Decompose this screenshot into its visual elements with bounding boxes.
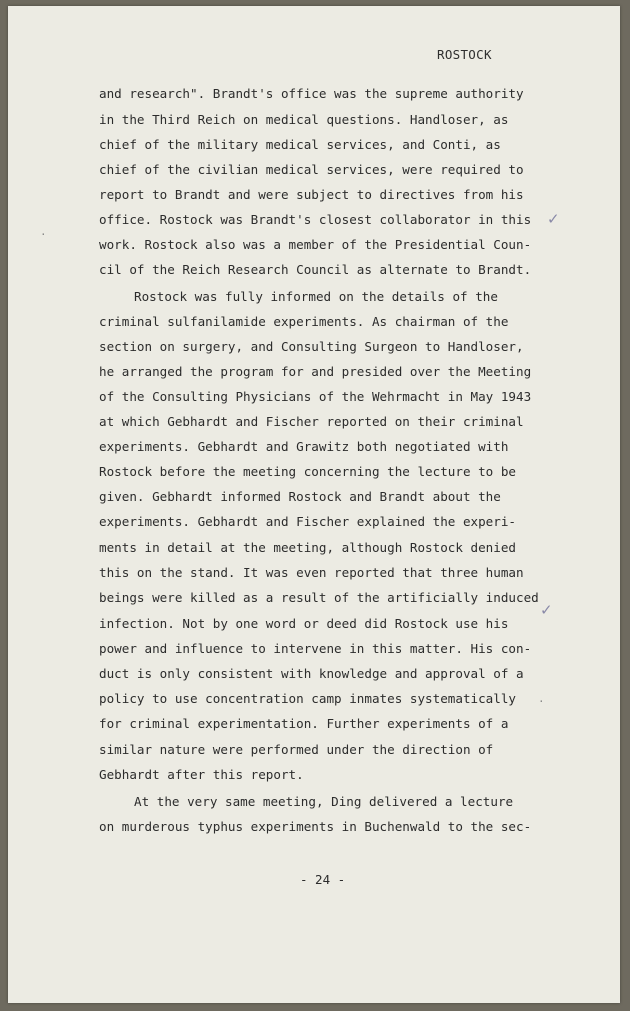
- text-line: policy to use concentration camp inmates systematically: [99, 691, 517, 706]
- text-line: Rostock was fully informed on the details of the: [134, 289, 498, 304]
- text-line: Gebhardt after this report.: [99, 767, 304, 782]
- text-line: power and influence to intervene in this matter. His con-: [99, 641, 532, 656]
- text-line: beings were killed as a result of the artificially induced: [99, 590, 539, 605]
- text-line: in the Third Reich on medical questions. Handloser, as: [99, 112, 509, 127]
- text-line: criminal sulfanilamide experiments. As chairman of the: [99, 314, 509, 329]
- text-line: section on surgery, and Consulting Surgeon to Handloser,: [99, 339, 524, 354]
- pencil-mark-icon: ·: [538, 695, 545, 708]
- text-line: cil of the Reich Research Council as alternate to Brandt.: [99, 262, 532, 277]
- text-line: office. Rostock was Brandt's closest collaborator in this: [99, 212, 532, 227]
- pencil-checkmark-icon: ✓: [547, 210, 560, 228]
- text-line: report to Brandt and were subject to directives from his: [99, 187, 524, 202]
- text-line: infection. Not by one word or deed did Rostock use his: [99, 616, 509, 631]
- text-line: chief of the civilian medical services, were required to: [99, 162, 524, 177]
- text-line: work. Rostock also was a member of the Presidential Coun-: [99, 237, 532, 252]
- text-line: of the Consulting Physicians of the Wehrmacht in May 1943: [99, 389, 532, 404]
- text-line: experiments. Gebhardt and Fischer explained the experi-: [99, 514, 517, 529]
- text-line: given. Gebhardt informed Rostock and Brandt about the: [99, 489, 501, 504]
- text-line: and research". Brandt's office was the supreme authority: [99, 86, 524, 101]
- text-line: Rostock before the meeting concerning the lecture to be: [99, 464, 517, 479]
- text-line: at which Gebhardt and Fischer reported on their criminal: [99, 414, 524, 429]
- text-line: similar nature were performed under the direction of: [99, 742, 494, 757]
- running-header: ROSTOCK: [437, 47, 492, 62]
- pencil-mark-icon: ·: [40, 228, 47, 241]
- text-line: on murderous typhus experiments in Buchenwald to the sec-: [99, 819, 532, 834]
- text-line: chief of the military medical services, and Conti, as: [99, 137, 501, 152]
- text-line: At the very same meeting, Ding delivered a lecture: [134, 794, 514, 809]
- text-line: he arranged the program for and presided over the Meeting: [99, 364, 532, 379]
- page-number: - 24 -: [300, 872, 346, 887]
- text-line: for criminal experimentation. Further experiments of a: [99, 716, 509, 731]
- text-line: ments in detail at the meeting, although Rostock denied: [99, 540, 517, 555]
- text-line: duct is only consistent with knowledge and approval of a: [99, 666, 524, 681]
- text-line: this on the stand. It was even reported that three human: [99, 565, 524, 580]
- pencil-checkmark-icon: ✓: [540, 601, 553, 619]
- text-line: experiments. Gebhardt and Grawitz both negotiated with: [99, 439, 509, 454]
